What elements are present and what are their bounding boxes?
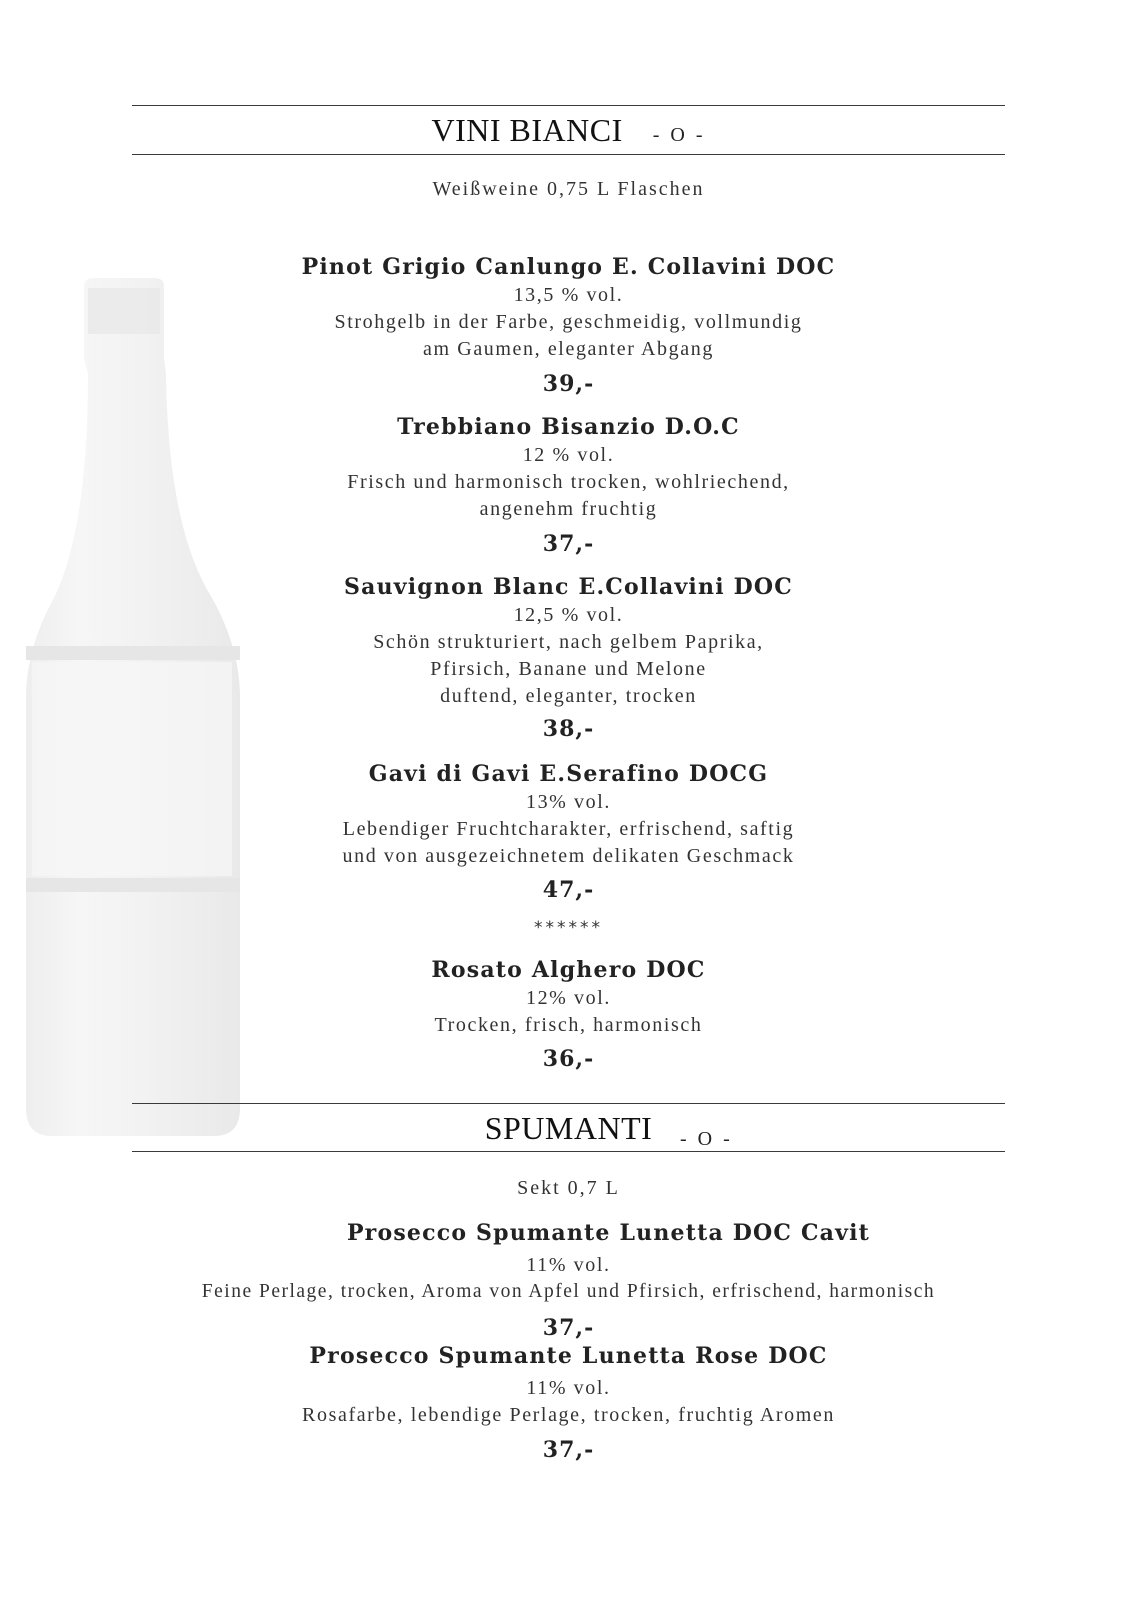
section-subtitle: Weißweine 0,75 L Flaschen: [432, 178, 705, 200]
wine-vol: 13,5 % vol.: [513, 284, 624, 306]
ornament-mark: - O -: [680, 1128, 733, 1150]
section-title-spumanti: [132, 1110, 1005, 1147]
wine-desc-line: angenehm fruchtig: [479, 498, 658, 520]
wine-vol: 12 % vol.: [522, 444, 615, 466]
wine-vol: 13% vol.: [525, 791, 612, 813]
wine-price: 39,-: [542, 371, 595, 397]
wine-desc-line: Rosafarbe, lebendige Perlage, trocken, fruchtig Aromen: [302, 1404, 835, 1426]
wine-price: 37,-: [542, 1437, 595, 1463]
wine-desc-line: Schön strukturiert, nach gelbem Paprika,: [373, 631, 764, 653]
wine-vol: 12% vol.: [525, 987, 612, 1009]
wine-name: Sauvignon Blanc E.Collavini DOC: [344, 574, 793, 600]
wine-desc-line: Trocken, frisch, harmonisch: [434, 1014, 703, 1036]
section-title-text: VINI BIANCI: [431, 112, 623, 148]
section-rule-bottom: [132, 1151, 1005, 1152]
section-title-vini-bianci: [132, 112, 1005, 149]
wine-vol: 12,5 % vol.: [513, 604, 624, 626]
wine-desc-line: duftend, eleganter, trocken: [440, 685, 697, 707]
wine-price: 37,-: [542, 531, 595, 557]
section-subtitle: Sekt 0,7 L: [517, 1177, 620, 1199]
wine-desc-line: Feine Perlage, trocken, Aroma von Apfel und Pfirsich, erfrischend, harmonisch: [201, 1281, 936, 1302]
section-rule-top: [132, 1103, 1005, 1104]
wine-desc-line: Lebendiger Fruchtcharakter, erfrischend, saftig: [342, 818, 795, 840]
wine-name: Gavi di Gavi E.Serafino DOCG: [368, 761, 769, 787]
wine-desc-line: am Gaumen, eleganter Abgang: [423, 338, 714, 360]
wine-desc-line: Pfirsich, Banane und Melone: [430, 658, 707, 680]
wine-desc-line: Frisch und harmonisch trocken, wohlriechend,: [347, 471, 790, 493]
wine-name: Rosato Alghero DOC: [431, 957, 706, 983]
wine-name: Pinot Grigio Canlungo E. Collavini DOC: [301, 254, 836, 280]
section-rule-top: [132, 105, 1005, 106]
section-rule-bottom: [132, 154, 1005, 155]
wine-name: Trebbiano Bisanzio D.O.C: [397, 414, 740, 440]
section-title-text: SPUMANTI: [484, 1110, 653, 1146]
wine-desc-line: und von ausgezeichnetem delikaten Geschmack: [342, 845, 795, 867]
wine-price: 38,-: [542, 716, 595, 742]
separator-stars: ******: [534, 918, 603, 938]
wine-desc-line: Strohgelb in der Farbe, geschmeidig, vollmundig: [334, 311, 803, 333]
wine-vol: 11% vol.: [526, 1254, 611, 1276]
wine-name: Prosecco Spumante Lunetta DOC Cavit: [346, 1220, 871, 1246]
wine-price: 37,-: [542, 1315, 595, 1341]
wine-vol: 11% vol.: [526, 1377, 611, 1399]
ornament-mark: - O -: [652, 124, 706, 146]
wine-price: 36,-: [542, 1046, 595, 1072]
wine-name: Prosecco Spumante Lunetta Rose DOC: [309, 1343, 828, 1369]
wine-price: 47,-: [542, 877, 595, 903]
